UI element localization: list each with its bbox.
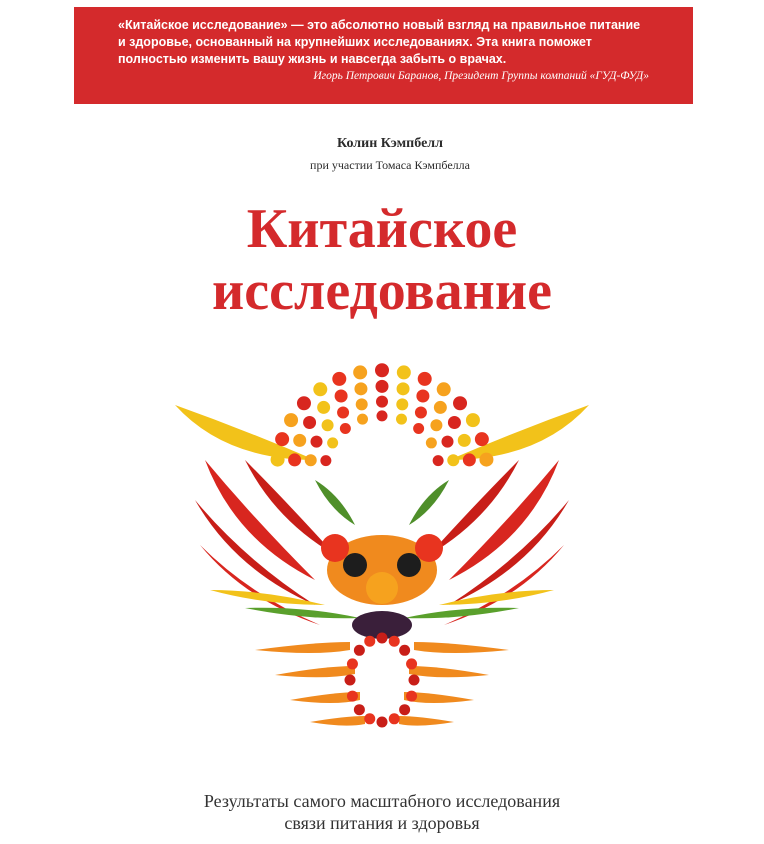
crown-fruit [376, 380, 389, 393]
right-peppers [429, 460, 569, 625]
crown-fruit [311, 436, 323, 448]
jaw-radish [399, 704, 410, 715]
quote-banner [74, 7, 693, 104]
crown-fruit [418, 372, 432, 386]
coauthor-name: при участии Томаса Кэмпбелла [310, 158, 470, 172]
crown-fruit [288, 453, 301, 466]
banner-quote: «Китайское исследование» — это абсолютно новый взгляд на правильное питание и здоровье, основанный на крупнейших исследованиях. Эта книга поможет полностью изменить вашу жизнь и навсегда забыть о врачах. [118, 18, 641, 66]
jaw-radish [399, 645, 410, 656]
crown-fruit [340, 423, 351, 434]
left-pea-pod [245, 608, 360, 619]
crown-fruit [437, 382, 451, 396]
author-name: Колин Кэмпбелл [337, 136, 443, 151]
subtitle-line-1: Результаты самого масштабного исследования [203, 791, 561, 811]
crown-fruit [271, 453, 285, 467]
vegetable-dragon-illustration [165, 350, 599, 755]
left-parsley [315, 480, 355, 525]
right-pea-pod [404, 608, 519, 619]
crown-fruit [453, 396, 467, 410]
crown-fruit [433, 455, 444, 466]
title-line-2: исследование [211, 260, 553, 322]
banner-attribution: Игорь Петрович Баранов, Президент Группы компаний «ГУД-ФУД» [313, 70, 649, 82]
crown-fruit [297, 396, 311, 410]
crown-fruit [322, 419, 334, 431]
crown-fruit [356, 398, 368, 410]
jaw-radish [389, 636, 400, 647]
book-title [80, 198, 684, 322]
jaw-radish [345, 675, 356, 686]
crown-fruit [458, 434, 471, 447]
jaw-radish [377, 717, 388, 728]
left-peppers [195, 460, 335, 625]
crown-fruit [320, 455, 331, 466]
crown-fruit [416, 389, 429, 402]
crown-fruit [353, 365, 367, 379]
crown-fruit [357, 414, 368, 425]
jaw-radish [347, 691, 358, 702]
crown-fruit [434, 401, 447, 414]
crown-fruit [376, 396, 388, 408]
crown-fruit [396, 398, 408, 410]
crown-fruit [447, 454, 459, 466]
crown-fruit [463, 453, 476, 466]
crown-fruit [479, 453, 493, 467]
jaw-radish [354, 645, 365, 656]
crown-fruit [415, 406, 427, 418]
crown-fruit [397, 382, 410, 395]
crown-fruit [275, 432, 289, 446]
crown-fruit [430, 419, 442, 431]
crown-fruit [293, 434, 306, 447]
crown-fruit [284, 413, 298, 427]
left-eye-tomato [321, 534, 349, 562]
jaw-radish [406, 691, 417, 702]
jaw-radish [406, 658, 417, 669]
right-banana-horn [449, 405, 589, 460]
nose-orange [366, 572, 398, 604]
crown-fruit [377, 410, 388, 421]
title-line-1: Китайское [246, 198, 518, 260]
jaw-radish [347, 658, 358, 669]
subtitle-line-2: связи питания и здоровья [284, 813, 480, 833]
right-eye [397, 553, 421, 577]
right-parsley [409, 480, 449, 525]
crown-fruit [397, 365, 411, 379]
crown-fruit [475, 432, 489, 446]
jaw-radish [364, 636, 375, 647]
crown-fruit [426, 437, 437, 448]
crown-fruit [413, 423, 424, 434]
fruit-crown [271, 363, 494, 466]
jaw-radish [377, 633, 388, 644]
jaw-radish [409, 675, 420, 686]
crown-fruit [337, 406, 349, 418]
crown-fruit [303, 416, 316, 429]
vegetable-dragon-svg [165, 350, 599, 750]
left-banana-horn [175, 405, 315, 460]
jaw-radish [354, 704, 365, 715]
crown-fruit [396, 414, 407, 425]
crown-fruit [317, 401, 330, 414]
crown-fruit [332, 372, 346, 386]
crown-fruit [448, 416, 461, 429]
crown-fruit [375, 363, 389, 377]
authors-block [260, 136, 520, 173]
jaw-radish [389, 713, 400, 724]
crown-fruit [441, 436, 453, 448]
crown-fruit [327, 437, 338, 448]
crown-fruit [313, 382, 327, 396]
book-subtitle [130, 790, 634, 834]
radish-jaw [345, 633, 420, 728]
left-eye [343, 553, 367, 577]
right-eye-tomato [415, 534, 443, 562]
crown-fruit [466, 413, 480, 427]
jaw-radish [364, 713, 375, 724]
crown-fruit [354, 382, 367, 395]
crown-fruit [305, 454, 317, 466]
crown-fruit [335, 389, 348, 402]
